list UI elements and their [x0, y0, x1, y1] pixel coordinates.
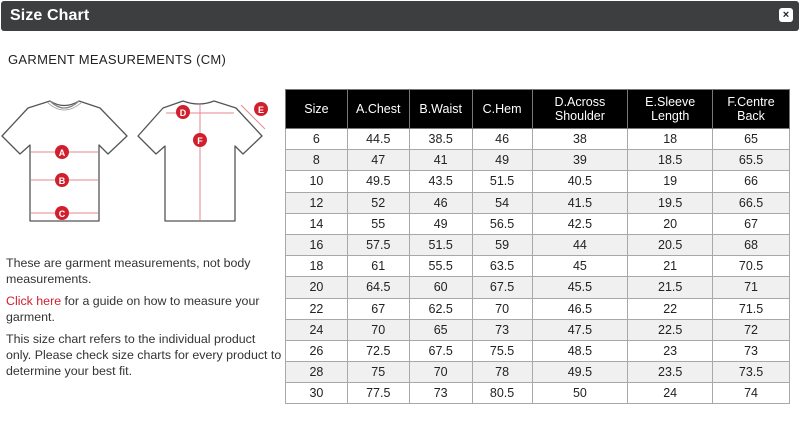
table-row [286, 277, 790, 298]
modal-titlebar [1, 1, 799, 31]
note-guide-text: for a guide on how to measure your garment. [6, 294, 260, 324]
cell-centre-back: 66 [713, 171, 790, 192]
cell-sleeve-length: 19 [628, 171, 713, 192]
cell-size: 28 [286, 362, 348, 383]
measure-guide-link[interactable]: Click here [6, 294, 62, 308]
cell-waist: 43.5 [409, 171, 472, 192]
cell-waist: 67.5 [409, 340, 472, 361]
size-chart-table [285, 89, 790, 404]
cell-across-shoulder: 46.5 [532, 298, 628, 319]
cell-centre-back: 65.5 [713, 150, 790, 171]
cell-across-shoulder: 38 [532, 129, 628, 150]
cell-across-shoulder: 47.5 [532, 319, 628, 340]
label-a-icon [55, 145, 69, 159]
cell-waist: 60 [409, 277, 472, 298]
cell-size: 20 [286, 277, 348, 298]
table-row [286, 213, 790, 234]
svg-text:D: D [179, 108, 187, 118]
table-row [286, 192, 790, 213]
cell-chest: 52 [347, 192, 409, 213]
cell-waist: 62.5 [409, 298, 472, 319]
cell-waist: 73 [409, 383, 472, 404]
cell-hem: 51.5 [472, 171, 532, 192]
table-row [286, 150, 790, 171]
label-c-icon [55, 206, 69, 220]
cell-chest: 72.5 [347, 340, 409, 361]
table-row [286, 298, 790, 319]
cell-centre-back: 71.5 [713, 298, 790, 319]
cell-sleeve-length: 20 [628, 213, 713, 234]
cell-size: 14 [286, 213, 348, 234]
label-d-icon [176, 105, 190, 119]
header-sleeve-length: E.Sleeve Length [628, 90, 713, 129]
table-header-row [286, 90, 790, 129]
cell-waist: 65 [409, 319, 472, 340]
measurement-notes [6, 255, 282, 385]
header-centre-back: F.Centre Back [713, 90, 790, 129]
cell-centre-back: 67 [713, 213, 790, 234]
note-guide [6, 293, 282, 325]
svg-text:F: F [197, 136, 203, 146]
header-waist: B.Waist [409, 90, 472, 129]
cell-sleeve-length: 24 [628, 383, 713, 404]
cell-size: 16 [286, 234, 348, 255]
note-product-specific: This size chart refers to the individual product only. Please check size charts for every product to determine your best fit. [6, 332, 282, 378]
table-row [286, 319, 790, 340]
cell-size: 12 [286, 192, 348, 213]
cell-size: 24 [286, 319, 348, 340]
cell-across-shoulder: 49.5 [532, 362, 628, 383]
cell-size: 10 [286, 171, 348, 192]
cell-sleeve-length: 21.5 [628, 277, 713, 298]
section-heading: GARMENT MEASUREMENTS (CM) [8, 52, 227, 67]
cell-centre-back: 71 [713, 277, 790, 298]
cell-waist: 41 [409, 150, 472, 171]
close-button[interactable] [779, 8, 793, 22]
label-f-icon [193, 133, 207, 147]
cell-size: 30 [286, 383, 348, 404]
table-row [286, 340, 790, 361]
cell-hem: 80.5 [472, 383, 532, 404]
table-row [286, 234, 790, 255]
close-icon: × [782, 9, 790, 21]
cell-hem: 73 [472, 319, 532, 340]
cell-size: 22 [286, 298, 348, 319]
cell-hem: 63.5 [472, 256, 532, 277]
cell-centre-back: 68 [713, 234, 790, 255]
cell-hem: 70 [472, 298, 532, 319]
garment-diagram [0, 96, 280, 230]
cell-across-shoulder: 48.5 [532, 340, 628, 361]
cell-sleeve-length: 21 [628, 256, 713, 277]
cell-across-shoulder: 41.5 [532, 192, 628, 213]
cell-centre-back: 66.5 [713, 192, 790, 213]
cell-chest: 64.5 [347, 277, 409, 298]
cell-across-shoulder: 42.5 [532, 213, 628, 234]
cell-centre-back: 74 [713, 383, 790, 404]
cell-across-shoulder: 39 [532, 150, 628, 171]
header-chest: A.Chest [347, 90, 409, 129]
cell-sleeve-length: 20.5 [628, 234, 713, 255]
svg-text:B: B [58, 176, 66, 186]
svg-text:C: C [58, 209, 66, 219]
cell-hem: 49 [472, 150, 532, 171]
cell-waist: 55.5 [409, 256, 472, 277]
cell-chest: 47 [347, 150, 409, 171]
cell-hem: 59 [472, 234, 532, 255]
cell-sleeve-length: 23.5 [628, 362, 713, 383]
cell-size: 18 [286, 256, 348, 277]
cell-across-shoulder: 44 [532, 234, 628, 255]
table-row [286, 362, 790, 383]
cell-hem: 46 [472, 129, 532, 150]
cell-hem: 78 [472, 362, 532, 383]
cell-across-shoulder: 50 [532, 383, 628, 404]
cell-hem: 56.5 [472, 213, 532, 234]
cell-chest: 44.5 [347, 129, 409, 150]
table-row [286, 256, 790, 277]
cell-across-shoulder: 45 [532, 256, 628, 277]
table-row [286, 383, 790, 404]
note-garment-measurements: These are garment measurements, not body measurements. [6, 256, 251, 286]
table-row [286, 129, 790, 150]
cell-size: 26 [286, 340, 348, 361]
cell-sleeve-length: 19.5 [628, 192, 713, 213]
header-size: Size [286, 90, 348, 129]
front-tshirt-icon [2, 101, 127, 221]
cell-centre-back: 73.5 [713, 362, 790, 383]
cell-chest: 77.5 [347, 383, 409, 404]
cell-waist: 70 [409, 362, 472, 383]
label-b-icon [55, 173, 69, 187]
svg-text:E: E [257, 105, 265, 115]
header-hem: C.Hem [472, 90, 532, 129]
cell-chest: 61 [347, 256, 409, 277]
cell-waist: 46 [409, 192, 472, 213]
cell-chest: 57.5 [347, 234, 409, 255]
cell-sleeve-length: 18.5 [628, 150, 713, 171]
cell-waist: 51.5 [409, 234, 472, 255]
cell-sleeve-length: 23 [628, 340, 713, 361]
cell-centre-back: 72 [713, 319, 790, 340]
cell-across-shoulder: 40.5 [532, 171, 628, 192]
cell-hem: 75.5 [472, 340, 532, 361]
modal-title: Size Chart [10, 7, 90, 24]
cell-centre-back: 73 [713, 340, 790, 361]
cell-size: 8 [286, 150, 348, 171]
cell-chest: 67 [347, 298, 409, 319]
cell-hem: 67.5 [472, 277, 532, 298]
label-e-icon [254, 102, 268, 116]
svg-text:A: A [58, 148, 66, 158]
cell-sleeve-length: 22.5 [628, 319, 713, 340]
cell-waist: 38.5 [409, 129, 472, 150]
table-row [286, 171, 790, 192]
cell-chest: 75 [347, 362, 409, 383]
cell-centre-back: 70.5 [713, 256, 790, 277]
cell-waist: 49 [409, 213, 472, 234]
cell-chest: 55 [347, 213, 409, 234]
header-across-shoulder: D.Across Shoulder [532, 90, 628, 129]
cell-centre-back: 65 [713, 129, 790, 150]
cell-hem: 54 [472, 192, 532, 213]
cell-sleeve-length: 22 [628, 298, 713, 319]
cell-across-shoulder: 45.5 [532, 277, 628, 298]
cell-sleeve-length: 18 [628, 129, 713, 150]
cell-size: 6 [286, 129, 348, 150]
cell-chest: 49.5 [347, 171, 409, 192]
cell-chest: 70 [347, 319, 409, 340]
